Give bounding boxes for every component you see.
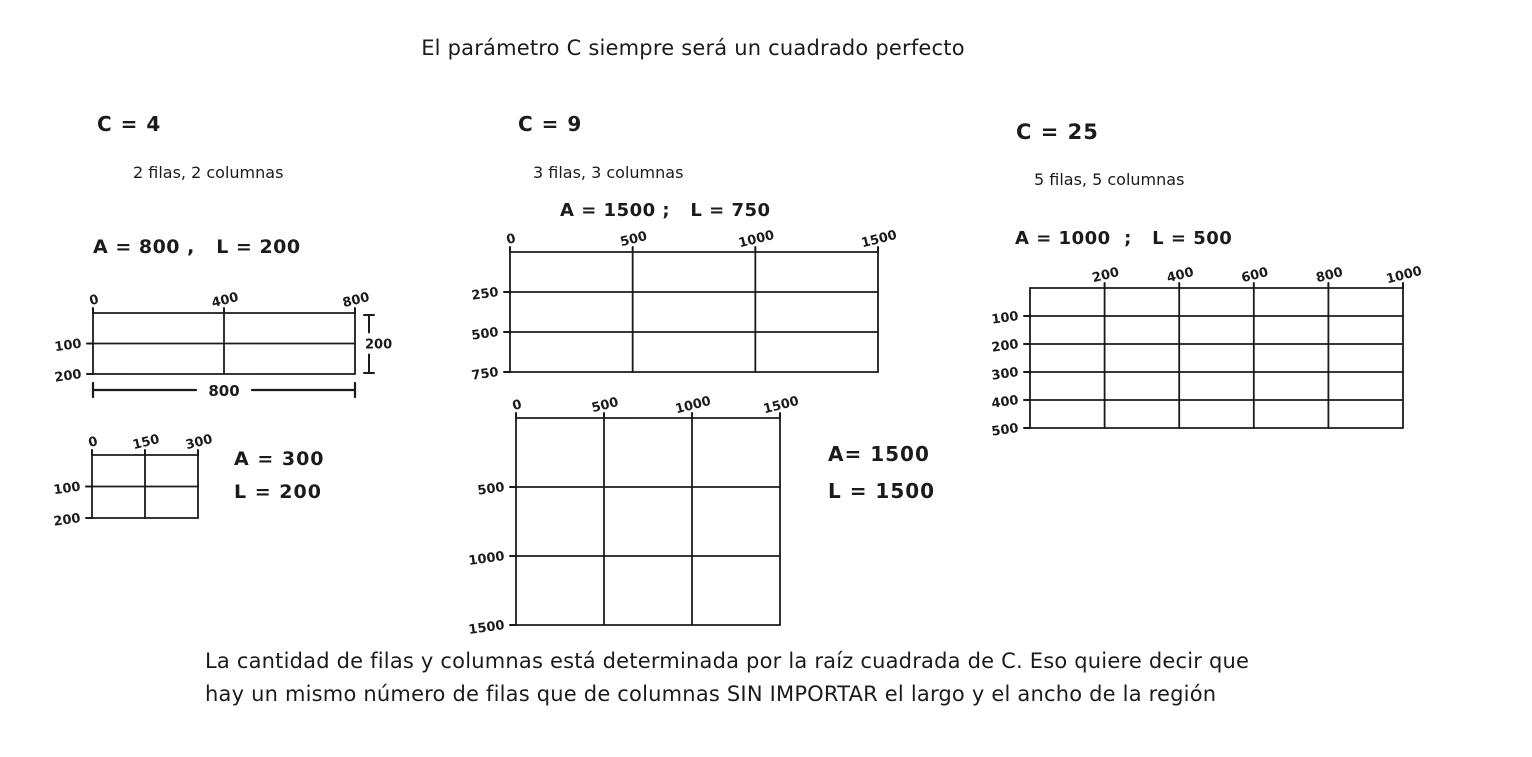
y-tick-label: 500 xyxy=(470,325,500,344)
c4-params-label: A = 800 , L = 200 xyxy=(93,236,301,258)
y-tick-label: 100 xyxy=(990,309,1020,328)
x-tick-label: 400 xyxy=(1165,265,1196,287)
y-tick-label: 200 xyxy=(53,367,83,386)
c4-rows-cols-label: 2 filas, 2 columnas xyxy=(133,163,284,182)
y-tick-label: 400 xyxy=(990,393,1020,412)
grid-c9-square xyxy=(467,393,936,638)
x-tick-label: 1000 xyxy=(737,227,776,252)
y-tick-label: 1500 xyxy=(467,618,506,638)
x-tick-label: 150 xyxy=(131,432,162,454)
x-tick-label: 0 xyxy=(86,434,100,451)
y-tick-label: 100 xyxy=(52,479,82,499)
c25-params-label: A = 1000 ; L = 500 xyxy=(1015,228,1233,249)
grid-side-labels xyxy=(828,436,935,510)
y-tick-label: 250 xyxy=(470,285,500,304)
y-tick-label: 100 xyxy=(53,336,83,356)
footer-note xyxy=(205,645,1249,711)
x-tick-label: 1000 xyxy=(1384,263,1424,288)
y-tick-label: 200 xyxy=(990,337,1020,356)
grid-side-labels xyxy=(234,443,325,509)
x-tick-label: 500 xyxy=(618,229,649,251)
x-tick-label: 1500 xyxy=(761,393,801,418)
y-tick-label: 300 xyxy=(990,365,1020,384)
grid-c9-wide xyxy=(470,227,899,384)
c4-value-label: C = 4 xyxy=(97,112,162,136)
x-tick-label: 1500 xyxy=(859,227,899,252)
y-tick-label: 1000 xyxy=(467,549,506,569)
c25-rows-cols-label: 5 filas, 5 columnas xyxy=(1034,170,1185,189)
x-tick-label: 400 xyxy=(210,290,241,312)
x-tick-label: 800 xyxy=(1314,265,1345,287)
footer-line-2: hay un mismo número de filas que de columnas SIN IMPORTAR el largo y el ancho de la región xyxy=(205,682,1217,706)
grid-c4-small xyxy=(52,432,325,530)
x-tick-label: 500 xyxy=(590,395,621,417)
x-tick-label: 0 xyxy=(87,292,101,309)
grid-side-label: A= 1500 xyxy=(828,442,930,466)
x-tick-label: 300 xyxy=(184,432,215,454)
footer-line-1: La cantidad de filas y columnas está determinada por la raíz cuadrada de C. Eso quiere decir que xyxy=(205,649,1250,673)
y-tick-label: 500 xyxy=(476,480,506,499)
c25-value-label: C = 25 xyxy=(1016,120,1099,144)
width-dimension-label: 800 xyxy=(208,382,240,400)
c9-rows-cols-label: 3 filas, 3 columnas xyxy=(533,163,684,182)
c9-params-label: A = 1500 ; L = 750 xyxy=(560,200,771,221)
x-tick-label: 1000 xyxy=(673,393,713,418)
x-tick-label: 0 xyxy=(504,231,518,248)
y-tick-label: 200 xyxy=(52,511,82,530)
x-tick-label: 800 xyxy=(341,290,372,312)
y-tick-label: 500 xyxy=(990,421,1020,440)
x-tick-label: 0 xyxy=(510,397,524,414)
grid-c25 xyxy=(990,263,1424,440)
height-dimension-label: 200 xyxy=(365,337,393,353)
x-tick-label: 600 xyxy=(1239,265,1270,287)
grid-c4-main xyxy=(53,290,393,400)
grid-side-label: L = 200 xyxy=(234,481,322,503)
page-title: El parámetro C siempre será un cuadrado perfecto xyxy=(421,36,965,60)
x-tick-label: 200 xyxy=(1090,265,1121,287)
grid-side-label: L = 1500 xyxy=(828,479,936,503)
y-tick-label: 750 xyxy=(470,365,500,384)
c9-value-label: C = 9 xyxy=(518,112,583,136)
grid-side-label: A = 300 xyxy=(234,448,325,470)
